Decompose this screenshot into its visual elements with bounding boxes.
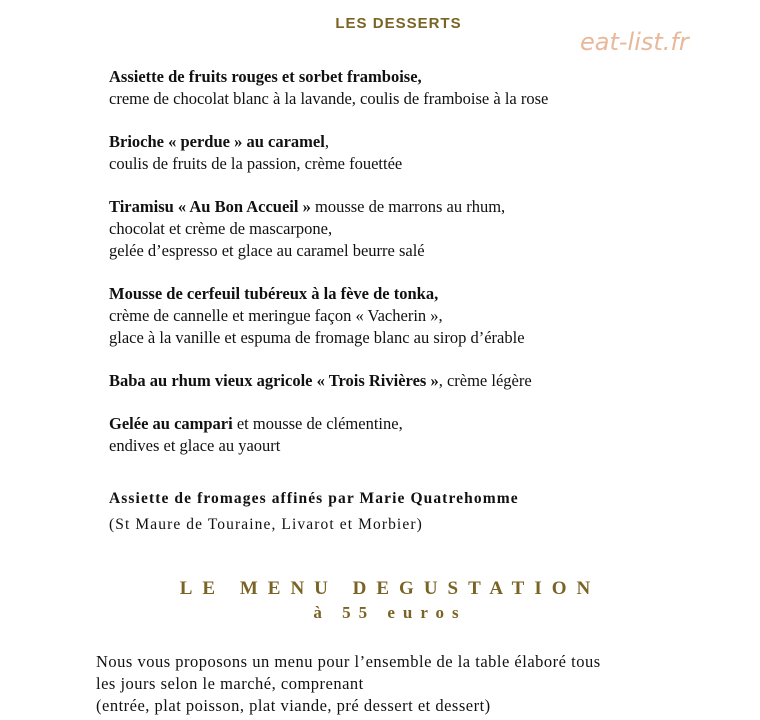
dessert-item [109,131,749,175]
dessert-name: Gelée au campari [109,414,233,433]
dessert-description: gelée d’espresso et glace au caramel beurre salé [109,241,425,260]
intro-line: les jours selon le marché, comprenant [96,674,364,693]
cheese-title: Assiette de fromages affinés par Marie Quatrehomme [109,490,519,507]
tasting-menu-price: à 55 euros [313,603,467,622]
dessert-description: creme de chocolat blanc à la lavande, coulis de framboise à la rose [109,89,549,108]
section-title: LES DESSERTS [335,15,462,32]
dessert-description: endives et glace au yaourt [109,436,281,455]
tasting-menu-intro [96,651,756,717]
dessert-name: Mousse de cerfeuil tubéreux à la fève de tonka, [109,284,439,303]
watermark: eat-list.fr [580,28,689,56]
dessert-description: glace à la vanille et espuma de fromage blanc au sirop d’érable [109,328,525,347]
dessert-item [109,66,749,110]
intro-line: (entrée, plat poisson, plat viande, pré dessert et dessert) [96,696,491,715]
tasting-menu-title: LE MENU DEGUSTATION [179,578,601,599]
dessert-description: , crème légère [438,371,532,390]
dessert-description: mousse de marrons au rhum, [310,197,506,216]
cheese-subtitle: (St Maure de Touraine, Livarot et Morbier) [109,516,423,533]
dessert-description: crème de cannelle et meringue façon « Vacherin », [109,306,443,325]
dessert-name: Tiramisu « Au Bon Accueil » [109,197,311,216]
dessert-item [109,370,749,392]
dessert-list [109,66,749,478]
dessert-name: Brioche « perdue » au caramel [109,132,325,151]
dessert-description: coulis de fruits de la passion, crème fouettée [109,154,403,173]
intro-line: Nous vous proposons un menu pour l’ensemble de la table élaboré tous [96,652,601,671]
tasting-menu-header [0,576,760,624]
dessert-name: Baba au rhum vieux agricole « Trois Rivières » [109,371,439,390]
dessert-description: , [324,132,329,151]
dessert-item [109,196,749,262]
dessert-name: Assiette de fruits rouges et sorbet framboise, [109,67,422,86]
dessert-description: et mousse de clémentine, [232,414,403,433]
dessert-item [109,283,749,349]
cheese-plate [109,486,519,538]
dessert-description: chocolat et crème de mascarpone, [109,219,333,238]
dessert-item [109,413,749,457]
